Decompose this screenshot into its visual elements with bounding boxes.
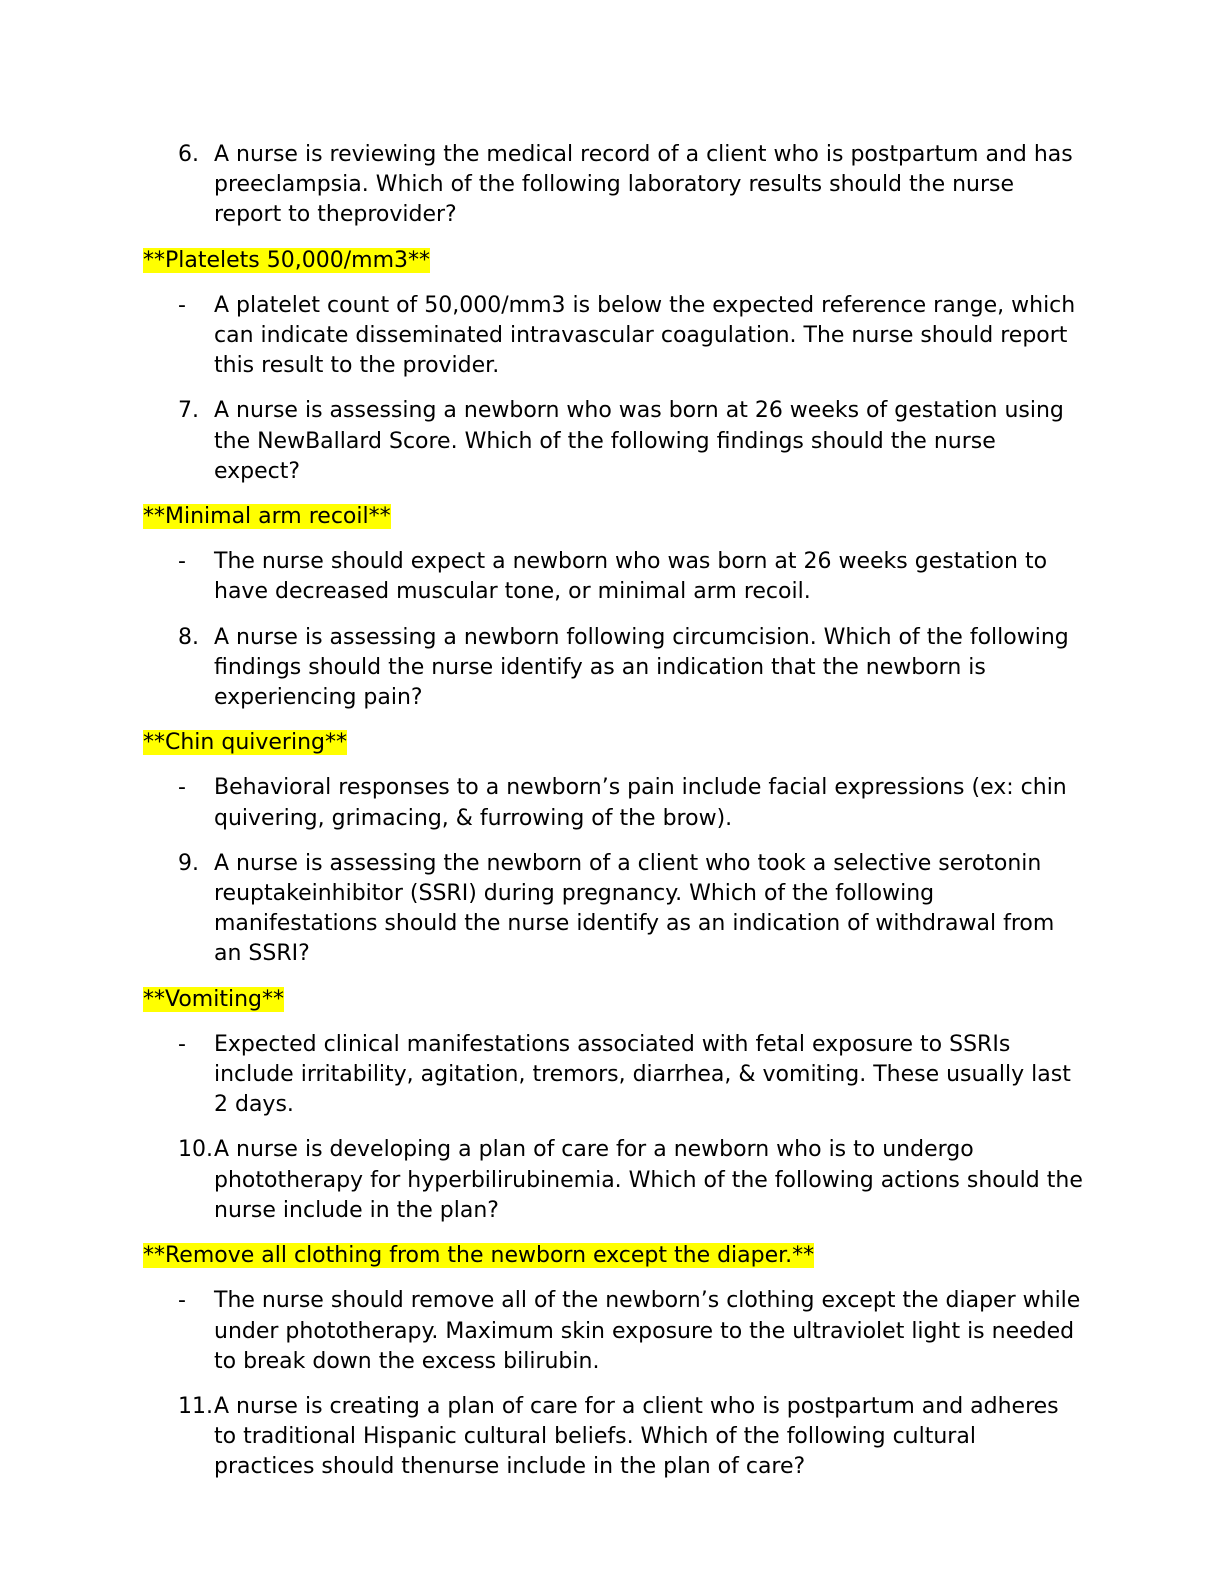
question-text: A nurse is assessing the newborn of a client who took a selective serotonin reuptakeinhibitor (SSRI) during pregnancy. Which of the following manifestations should the nurse identify as an indication of withdrawal from an SSRI? [214, 850, 1055, 967]
question-item [143, 140, 1083, 231]
rationale-item [143, 1030, 1083, 1121]
answer-text: **Platelets 50,000/mm3** [143, 247, 430, 273]
question-text: A nurse is assessing a newborn who was born at 26 weeks of gestation using the NewBallard Score. Which of the following findings should the nurse expect? [214, 398, 1064, 484]
question-number: 9. [178, 850, 199, 876]
question-number: 7. [178, 398, 199, 424]
rationale-text: The nurse should remove all of the newborn’s clothing except the diaper while under phototherapy. Maximum skin exposure to the ultraviolet light is needed to break down the excess bilirubin. [214, 1288, 1081, 1374]
question-item [143, 849, 1083, 970]
question-text: A nurse is assessing a newborn following circumcision. Which of the following findings should the nurse identify as an indication that the newborn is experiencing pain? [214, 624, 1069, 711]
question-text: A nurse is reviewing the medical record of a client who is postpartum and has preeclampsia. Which of the following laboratory results should the nurse report to theprovider? [214, 142, 1073, 228]
question-number: 8. [178, 624, 199, 650]
rationale-item [143, 547, 1083, 607]
answer-text: **Vomiting** [143, 986, 284, 1012]
answer-text: **Chin quivering** [143, 730, 347, 756]
question-number: 10. [178, 1137, 213, 1163]
rationale-text: The nurse should expect a newborn who was born at 26 weeks gestation to have decreased muscular tone, or minimal arm recoil. [214, 549, 1048, 605]
answer-highlight [143, 985, 1083, 1015]
rationale-dash: - [178, 549, 186, 575]
question-item [143, 623, 1083, 714]
answer-highlight [143, 1241, 1083, 1271]
rationale-dash: - [178, 1031, 186, 1057]
question-item [143, 1135, 1083, 1226]
question-number: 11. [178, 1393, 213, 1419]
question-text: A nurse is creating a plan of care for a client who is postpartum and adheres to traditional Hispanic cultural beliefs. Which of the following cultural practices should thenurse include in the plan of care? [214, 1393, 1059, 1480]
answer-highlight [143, 728, 1083, 758]
question-item [143, 396, 1083, 487]
document-body [143, 140, 1083, 1498]
answer-text: **Minimal arm recoil** [143, 504, 391, 530]
rationale-text: Behavioral responses to a newborn’s pain include facial expressions (ex: chin quivering, grimacing, & furrowing of the brow). [214, 775, 1067, 831]
rationale-dash: - [178, 292, 186, 318]
rationale-dash: - [178, 1288, 186, 1314]
question-number: 6. [178, 142, 199, 167]
question-item [143, 1392, 1083, 1483]
rationale-item [143, 291, 1083, 382]
answer-highlight [143, 502, 1083, 532]
rationale-text: Expected clinical manifestations associated with fetal exposure to SSRIs include irritability, agitation, tremors, diarrhea, & vomiting. These usually last 2 days. [214, 1031, 1071, 1118]
rationale-text: A platelet count of 50,000/mm3 is below the expected reference range, which can indicate disseminated intravascular coagulation. The nurse should report this result to the provider. [214, 292, 1076, 379]
rationale-dash: - [178, 775, 186, 801]
answer-highlight [143, 246, 1083, 276]
rationale-item [143, 773, 1083, 833]
question-text: A nurse is developing a plan of care for a newborn who is to undergo phototherapy for hyperbilirubinemia. Which of the following actions should the nurse include in the plan? [214, 1137, 1083, 1223]
answer-text: **Remove all clothing from the newborn except the diaper.** [143, 1243, 815, 1269]
rationale-item [143, 1286, 1083, 1377]
